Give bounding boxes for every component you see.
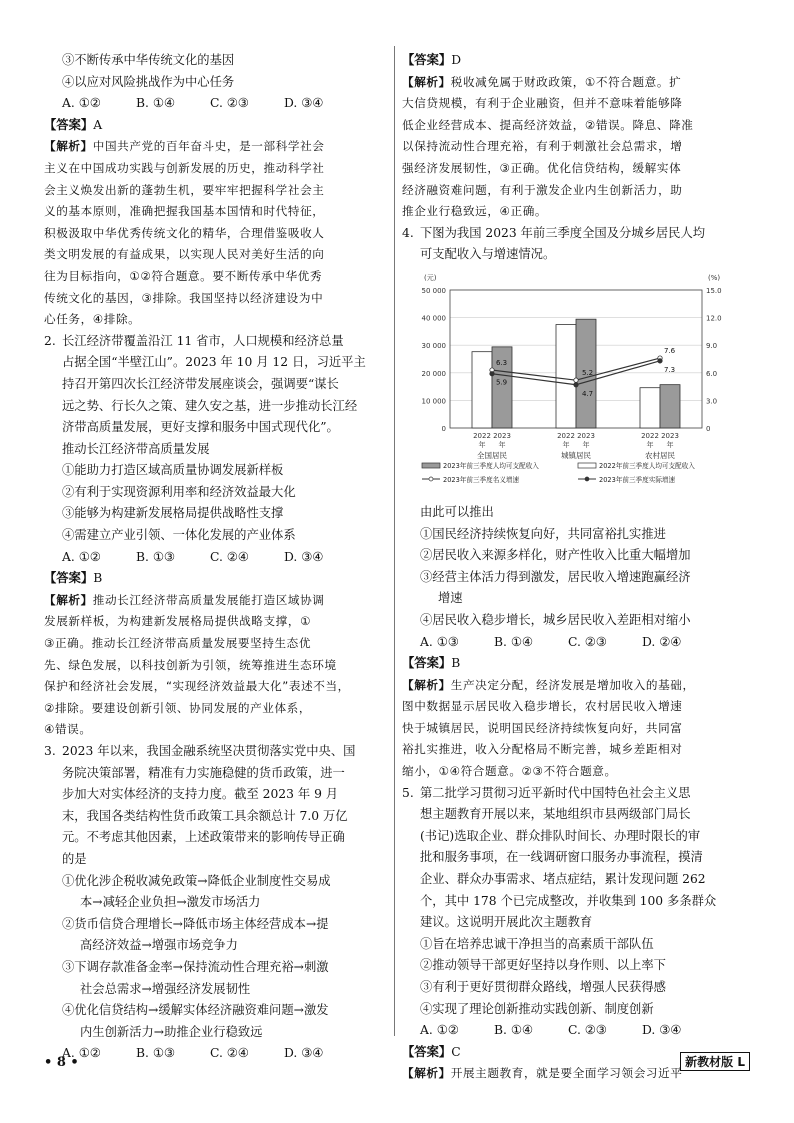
x-year-suffix: 年 (666, 440, 674, 449)
explanation-line: 传统文化的基因，③排除。我国坚持以经济建设为中 (44, 290, 324, 305)
q3-option-4-cont: 内生创新活力→助推企业行稳致远 (80, 1024, 263, 1039)
q4-option-2: ②居民收入来源多样化，财产性收入比重大幅增加 (420, 548, 691, 563)
y2-tick-label: 0 (706, 424, 711, 433)
q4-answer (402, 653, 747, 675)
choice-c: C. ②③ (568, 1023, 607, 1038)
x-category-label: 城镇居民 (561, 450, 591, 460)
q3-stem-line: 末，我国各类结构性货币政策工具余额总计 7.0 万亿 (62, 808, 348, 823)
choice-d: D. ③④ (284, 1046, 324, 1061)
q5-choices (402, 1020, 747, 1042)
explanation-tag: 【解析】 (402, 1066, 451, 1081)
answer-value: B (451, 656, 461, 671)
explanation-line: 义的基本原则，准确把握我国基本国情和时代特征， (44, 204, 325, 219)
growth-point (574, 382, 578, 386)
q2-explanation (44, 590, 389, 741)
x-year-suffix: 年 (562, 440, 570, 449)
legend-marker (585, 477, 589, 481)
y2-tick-label: 12.0 (706, 314, 722, 323)
bar-2022 (472, 352, 492, 428)
question-number: 3. (44, 744, 56, 758)
question-number: 5. (402, 785, 414, 800)
q5-option-4: ④实现了理论创新推动实践创新、制度创新 (420, 1001, 654, 1016)
q4-option-1: ①国民经济持续恢复向好，共同富裕扎实推进 (420, 526, 666, 541)
q1-explanation (44, 136, 389, 330)
edition-badge: 新教材版 L (680, 1052, 750, 1071)
x-year-label: 2023 (493, 431, 511, 440)
q1-choices (44, 93, 389, 115)
y2-tick-label: 9.0 (706, 342, 718, 351)
stem-text: 2023 年以来，我国金融系统坚决贯彻落实党中央、国 (62, 744, 356, 758)
explanation-line: 开展主题教育，就是要全面学习领会习近平 (450, 1066, 683, 1081)
q5-stem-line: (书记)选取企业、群众排队时间长、办理时限长的审 (420, 828, 701, 843)
x-category-label: 全国居民 (477, 450, 507, 460)
q2-stem-line: 占据全国“半壁江山”。2023 年 10 月 12 日，习近平主 (62, 355, 366, 370)
growth-point (574, 378, 578, 382)
growth-point (658, 359, 662, 363)
explanation-line: 往为目标指向，①②符合题意。要不断传承中华优秀 (44, 268, 323, 283)
growth-data-label: 5.9 (496, 378, 508, 387)
choice-b: B. ①③ (136, 549, 175, 564)
q4-choices (402, 632, 747, 654)
choice-c: C. ②④ (210, 549, 249, 564)
q3-option-4: ④优化信贷结构→缓解实体经济融资难问题→激发 (62, 1003, 329, 1018)
question-number: 2. (44, 333, 56, 348)
question-2 (44, 331, 389, 741)
stem-text: 下图为我国 2023 年前三季度全国及分城乡居民人均 (420, 225, 706, 240)
choice-b: B. ①④ (136, 96, 175, 111)
explanation-line: 低企业经营成本、提高经济效益，②错误。降息、降准 (402, 117, 694, 132)
answer-value: B (93, 571, 103, 586)
explanation-line: 会主义焕发出新的蓬勃生机，要牢牢把握科学社会主 (44, 182, 325, 197)
choice-b: B. ①③ (136, 1046, 175, 1061)
explanation-line: 保护和经济社会发展，“实现经济效益最大化”表述不当， (44, 679, 350, 694)
explanation-line: 类文明发展的有益成果，以实现人民对美好生活的向 (44, 247, 325, 262)
explanation-line: 图中数据显示居民收入稳步增长，农村居民收入增速 (402, 699, 683, 714)
choice-a: A. ①③ (420, 634, 459, 649)
y-tick-label: 20 000 (421, 369, 446, 378)
income-chart-svg (402, 268, 747, 498)
choice-c: C. ②③ (568, 634, 607, 649)
answer-tag: 【答案】 (402, 53, 452, 67)
q3-stem-line: 元。不考虑其他因素，上述政策带来的影响传导正确 (62, 830, 345, 845)
choice-d: D. ③④ (284, 549, 324, 564)
answer-value: C (451, 1044, 461, 1059)
choice-a: A. ①② (420, 1023, 459, 1038)
explanation-line: 推企业行稳致远，④正确。 (402, 204, 548, 219)
choice-b: B. ①④ (494, 634, 533, 649)
y-tick-label: 50 000 (421, 286, 446, 295)
answer-tag: 【答案】 (402, 656, 452, 671)
explanation-line: ②排除。要建设创新引领、协同发展的产业体系， (44, 700, 312, 715)
x-year-suffix: 年 (478, 440, 486, 449)
growth-data-label: 4.7 (582, 389, 594, 398)
right-column (402, 50, 747, 1085)
income-chart (402, 268, 747, 498)
bar-2023 (660, 385, 680, 428)
explanation-line: 缩小，①④符合题意。②③不符合题意。 (402, 764, 617, 779)
q5-option-2: ②推动领导干部更好坚持以身作则、以上率下 (420, 958, 666, 973)
choice-c: C. ②③ (210, 96, 249, 111)
answer-value: A (93, 117, 103, 132)
y2-tick-label: 3.0 (706, 397, 718, 406)
q5-option-1: ①旨在培养忠诚干净担当的高素质干部队伍 (420, 936, 654, 951)
x-year-suffix: 年 (582, 440, 590, 449)
choice-d: D. ③④ (642, 1023, 682, 1038)
y-tick-label: 10 000 (421, 397, 446, 406)
q2-option-1: ①能助力打造区域高质量协调发展新样板 (62, 463, 284, 478)
q4-stem-line (402, 223, 747, 245)
q3-answer (402, 50, 747, 72)
explanation-line: ④错误。 (44, 722, 92, 737)
stem-text: 第二批学习贯彻习近平新时代中国特色社会主义思 (420, 785, 691, 800)
legend-swatch (578, 463, 596, 468)
x-year-label: 2022 (641, 431, 659, 440)
legend-label: 2022年前三季度人均可支配收入 (599, 461, 695, 470)
q5-stem-line: 想主题教育开展以来，某地组织市县两级部门局长 (420, 807, 691, 822)
q2-option-4: ④需建立产业引领、一体化发展的产业体系 (62, 528, 296, 543)
legend-label: 2023年前三季度名义增速 (443, 475, 520, 484)
x-year-label: 2022 (557, 431, 575, 440)
y2-tick-label: 6.0 (706, 369, 718, 378)
choice-d: D. ②④ (642, 634, 682, 649)
q3-stem-line (44, 741, 389, 763)
y-tick-label: 30 000 (421, 342, 446, 351)
growth-data-label: 6.3 (496, 358, 508, 367)
q5-stem-line: 个，其中 178 个已完成整改，并收集到 100 多条群众 (420, 893, 717, 908)
q4-lead: 由此可以推出 (420, 504, 494, 519)
q4-option-3-cont: 增速 (438, 591, 463, 606)
legend-label: 2023年前三季度实际增速 (599, 475, 676, 484)
choice-a: A. ①② (62, 96, 101, 111)
explanation-line: 快于城镇居民，说明国民经济持续恢复向好，共同富 (402, 720, 683, 735)
choice-a: A. ①② (62, 549, 101, 564)
choice-a: A. ①② (62, 1046, 101, 1061)
growth-point (490, 371, 494, 375)
explanation-line: 主义在中国成功实践与创新发展的历史，推动科学社 (44, 160, 325, 175)
q2-stem-line: 推动长江经济带高质量发展 (62, 441, 210, 456)
q2-stem-line: 远之势、行长久之策、建久安之基，进一步推动长江经 (62, 398, 358, 413)
q2-stem-line: 持召开第四次长江经济带发展座谈会，强调要“谋长 (62, 376, 339, 391)
legend-label: 2023年前三季度人均可支配收入 (443, 461, 539, 470)
question-4 (402, 223, 747, 783)
q3-stem-line: 的是 (62, 851, 87, 866)
y-tick-label: 0 (441, 424, 446, 433)
explanation-tag: 【解析】 (44, 139, 93, 154)
legend-marker (429, 477, 433, 481)
explanation-line: 大信贷规模，有利于企业融资，但并不意味着能够降 (402, 96, 683, 111)
choice-d: D. ③④ (284, 96, 324, 111)
q3-option-1: ①优化涉企税收减免政策→降低企业制度性交易成 (62, 873, 331, 888)
q5-stem-line: 建议。这说明开展此次主题教育 (420, 915, 593, 930)
x-year-suffix: 年 (646, 440, 654, 449)
explanation-line: ③正确。推动长江经济带高质量发展要坚持生态优 (44, 636, 312, 651)
explanation-line: 心任务，④排除。 (44, 312, 141, 327)
explanation-line: 积极汲取中华优秀传统文化的精华，合理借鉴吸收人 (44, 225, 325, 240)
page-number: • 8 • (44, 1055, 79, 1070)
question-3 (44, 741, 389, 1065)
growth-data-label: 7.6 (664, 347, 676, 356)
q3-option-1-cont: 本→减轻企业负担→激发市场活力 (80, 895, 261, 910)
choice-c: C. ②④ (210, 1046, 249, 1061)
q3-stem-line: 务院决策部署，精准有力实施稳健的货币政策，进一 (62, 765, 345, 780)
q1-option-4: ④以应对风险挑战作为中心任务 (62, 74, 235, 89)
legend-swatch (422, 463, 440, 468)
explanation-line: 发展新样板，为构建新发展格局提供战略支撑，① (44, 614, 312, 629)
q5-stem-line (402, 783, 747, 805)
q3-option-3-cont: 社会总需求→增强经济发展韧性 (80, 981, 251, 996)
x-year-suffix: 年 (498, 440, 506, 449)
q1-option-3: ③不断传承中华传统文化的基因 (62, 53, 235, 67)
explanation-tag: 【解析】 (44, 592, 93, 607)
explanation-tag: 【解析】 (402, 74, 451, 89)
q3-option-3: ③下调存款准备金率→保持流动性合理充裕→刺激 (62, 959, 329, 974)
column-divider (394, 46, 395, 1036)
answer-value: D (451, 53, 462, 67)
y2-tick-label: 15.0 (706, 286, 722, 295)
bar-2022 (556, 324, 576, 427)
q5-stem-line: 批和服务事项，在一线调研窗口服务办事流程，摸清 (420, 850, 703, 865)
q2-option-2: ②有利于实现资源利用率和经济效益最大化 (62, 484, 296, 499)
question-number: 4. (402, 225, 414, 240)
q3-explanation (402, 72, 747, 223)
x-year-label: 2023 (661, 431, 679, 440)
growth-data-label: 7.3 (664, 365, 676, 374)
y-axis-unit: (元) (424, 273, 437, 282)
q1-answer (44, 115, 389, 137)
y-tick-label: 40 000 (421, 314, 446, 323)
q4-stem-line: 可支配收入与增速情况。 (420, 247, 556, 262)
choice-b: B. ①④ (494, 1023, 533, 1038)
x-year-label: 2023 (577, 431, 595, 440)
q3-option-2: ②货币信贷合理增长→降低市场主体经营成本→提 (62, 916, 329, 931)
explanation-line: 裕扎实推进，收入分配格局不断完善，城乡差距相对 (402, 742, 683, 757)
question-5 (402, 783, 747, 1085)
x-year-label: 2022 (473, 431, 491, 440)
q2-stem-line: 济带高质量发展，更好支撑和服务中国式现代化”。 (62, 420, 339, 435)
q2-stem-line (44, 331, 389, 353)
explanation-line: 推动长江经济带高质量发展能打造区域协调 (92, 592, 325, 607)
explanation-line: 中国共产党的百年奋斗史，是一部科学社会 (92, 139, 325, 154)
explanation-line: 经济融资难问题，有利于激发企业内生创新活力，助 (402, 182, 683, 197)
stem-text: 长江经济带覆盖沿江 11 省市，人口规模和经济总量 (62, 333, 344, 348)
q3-option-2-cont: 高经济效益→增强市场竞争力 (80, 938, 238, 953)
q2-answer (44, 568, 389, 590)
left-column (44, 50, 389, 1065)
q2-choices (44, 547, 389, 569)
answer-tag: 【答案】 (44, 117, 94, 132)
q2-option-3: ③能够为构建新发展格局提供战略性支撑 (62, 506, 284, 521)
explanation-line: 税收减免属于财政政策，①不符合题意。扩 (450, 74, 682, 89)
explanation-line: 先、绿色发展，以科技创新为引领，统筹推进生态环境 (44, 657, 337, 672)
explanation-line: 强经济发展韧性，③正确。优化信贷结构，缓解实体 (402, 160, 682, 175)
q5-option-3: ③有利于更好贯彻群众路线，增强人民获得感 (420, 980, 666, 994)
bar-2022 (640, 388, 660, 428)
answer-tag: 【答案】 (402, 1044, 452, 1059)
answer-tag: 【答案】 (44, 571, 94, 586)
explanation-line: 以保持流动性合理充裕，有利于刺激社会总需求，增 (402, 139, 683, 154)
explanation-line: 生产决定分配，经济发展是增加收入的基础， (450, 677, 695, 692)
x-category-label: 农村居民 (645, 450, 675, 460)
q4-option-3: ③经营主体活力得到激发，居民收入增速跑赢经济 (420, 569, 691, 584)
q4-explanation (402, 675, 747, 783)
y2-axis-unit: (%) (708, 273, 721, 282)
q5-stem-line: 企业、群众办事需求、堵点症结，累计发现问题 262 (420, 872, 706, 887)
q4-option-4: ④居民收入稳步增长，城乡居民收入差距相对缩小 (420, 612, 691, 627)
growth-data-label: 5.2 (582, 369, 594, 378)
explanation-tag: 【解析】 (402, 677, 451, 692)
q3-stem-line: 步加大对实体经济的支持力度。截至 2023 年 9 月 (62, 787, 339, 802)
q3-choices (44, 1043, 389, 1065)
